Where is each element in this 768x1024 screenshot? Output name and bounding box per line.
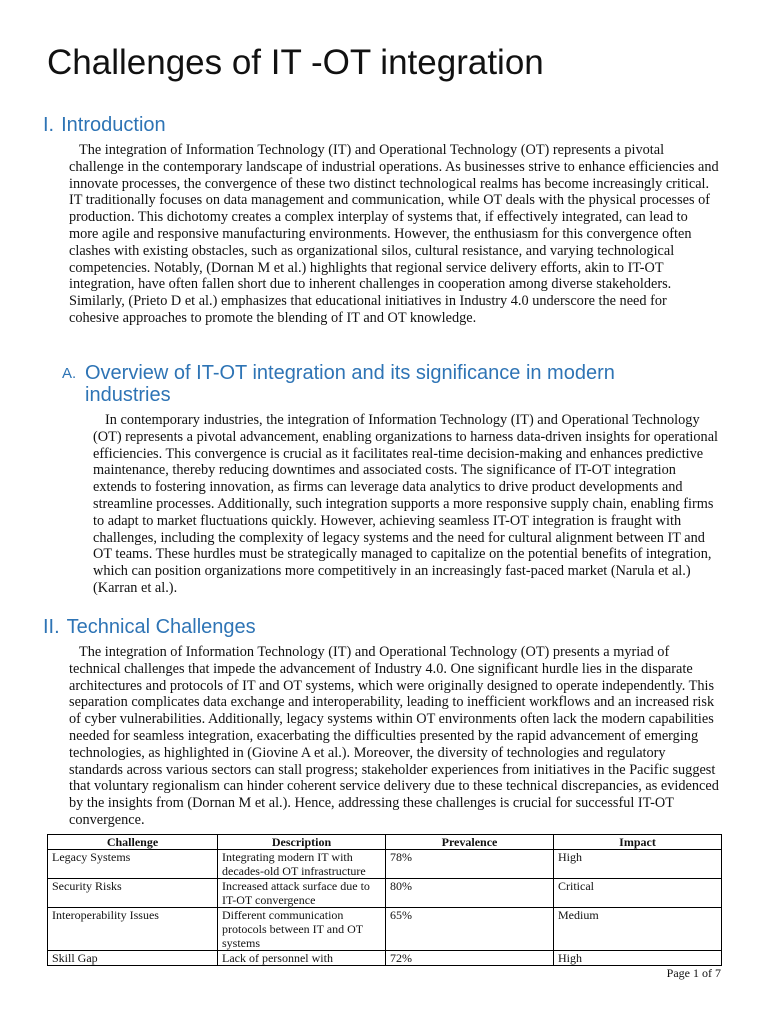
- table-cell: 80%: [386, 879, 554, 908]
- table-cell: Interoperability Issues: [48, 908, 218, 951]
- heading-technical-challenges: [43, 615, 256, 639]
- heading-number: A.: [62, 365, 77, 382]
- column-header: Challenge: [48, 835, 218, 850]
- table-cell: 78%: [386, 850, 554, 879]
- heading-text: Overview of IT-OT integration and its significance in modern industries: [85, 362, 615, 406]
- heading-text: Introduction: [61, 114, 166, 136]
- column-header: Description: [218, 835, 386, 850]
- table-cell: Increased attack surface due to IT-OT convergence: [218, 879, 386, 908]
- table-cell: 65%: [386, 908, 554, 951]
- table-row: [48, 850, 722, 879]
- document-title: Challenges of IT -OT integration: [47, 43, 544, 82]
- table-cell: Lack of personnel with: [218, 951, 386, 966]
- table-cell: 72%: [386, 951, 554, 966]
- column-header: Impact: [554, 835, 722, 850]
- table-cell: Critical: [554, 879, 722, 908]
- table-row: [48, 908, 722, 951]
- technical-paragraph: The integration of Information Technology (IT) and Operational Technology (OT) presents a myriad of technical challenges that impede the advancement of Industry 4.0. One significant hurdle lies in the disparate architectures and protocols of IT and OT systems, which were originally designed to operate independently. This separation complicates data exchange and interoperability, leading to inefficient workflows and an increased risk of cyber vulnerabilities. Additionally, legacy systems within OT environments often lack the modern capabilities needed for seamless integration, exacerbating the difficulties presented by the rapid advancement of emerging technologies, as highlighted in (Giovine A et al.). Moreover, the diversity of technologies and regulatory standards across various sectors can stall progress; stakeholder experiences from initiatives in the Pacific suggest that voluntary regionalism can hinder coherent service delivery due to these technical discrepancies, as evidenced by the insights from (Dornan M et al.). Hence, addressing these challenges is crucial for successful IT-OT convergence.: [69, 644, 719, 828]
- introduction-paragraph: The integration of Information Technology (IT) and Operational Technology (OT) represents a pivotal challenge in the contemporary landscape of industrial operations. As businesses strive to enhance efficiencies and innovate processes, the convergence of these two distinct technological realms has become increasingly critical. IT traditionally focuses on data management and communication, while OT deals with the physical processes of production. This dichotomy creates a complex interplay of systems that, if effectively integrated, can lead to more agile and responsive manufacturing environments. However, the enthusiasm for this convergence often clashes with existing obstacles, such as organizational silos, cultural resistance, and varying technological competencies. Notably, (Dornan M et al.) highlights that regional service delivery efforts, akin to IT-OT integration, have often fallen short due to inherent challenges in cooperation among diverse stakeholders. Similarly, (Prieto D et al.) emphasizes that educational initiatives in Industry 4.0 underscore the need for cohesive approaches to promote the blending of IT and OT knowledge.: [69, 142, 719, 326]
- table-cell: High: [554, 850, 722, 879]
- table-cell: Legacy Systems: [48, 850, 218, 879]
- table-cell: Different communication protocols between IT and OT systems: [218, 908, 386, 951]
- table-cell: Integrating modern IT with decades-old OT infrastructure: [218, 850, 386, 879]
- overview-paragraph: In contemporary industries, the integration of Information Technology (IT) and Operational Technology (OT) represents a pivotal advancement, enabling organizations to harness data-driven insights for operational efficiencies. This convergence is crucial as it facilitates real-time decision-making and enhances predictive maintenance, thereby reducing downtimes and associated costs. The significance of IT-OT integration extends to fostering innovation, as firms can leverage data analytics to drive product developments and streamline processes. Additionally, such integration supports a more responsive supply chain, enabling firms to adapt to market fluctuations quickly. However, achieving seamless IT-OT integration is fraught with challenges, including the complexity of legacy systems and the need for cultural alignment between IT and OT teams. These hurdles must be strategically managed to capitalize on the potential benefits of integration, which can position organizations more competitively in an increasingly fast-paced market (Narula et al.)(Karran et al.).: [93, 412, 719, 596]
- table-row: [48, 879, 722, 908]
- challenges-table: [47, 834, 722, 966]
- heading-number: I.: [43, 114, 55, 136]
- heading-number: II.: [43, 616, 60, 638]
- table-cell: High: [554, 951, 722, 966]
- table-cell: Skill Gap: [48, 951, 218, 966]
- table-header-row: [48, 835, 722, 850]
- heading-introduction: [43, 113, 166, 137]
- table-cell: Medium: [554, 908, 722, 951]
- table-cell: Security Risks: [48, 879, 218, 908]
- column-header: Prevalence: [386, 835, 554, 850]
- page-number: Page 1 of 7: [666, 966, 721, 980]
- heading-text: Technical Challenges: [66, 616, 256, 638]
- heading-overview: [62, 362, 702, 406]
- table-row: [48, 951, 722, 966]
